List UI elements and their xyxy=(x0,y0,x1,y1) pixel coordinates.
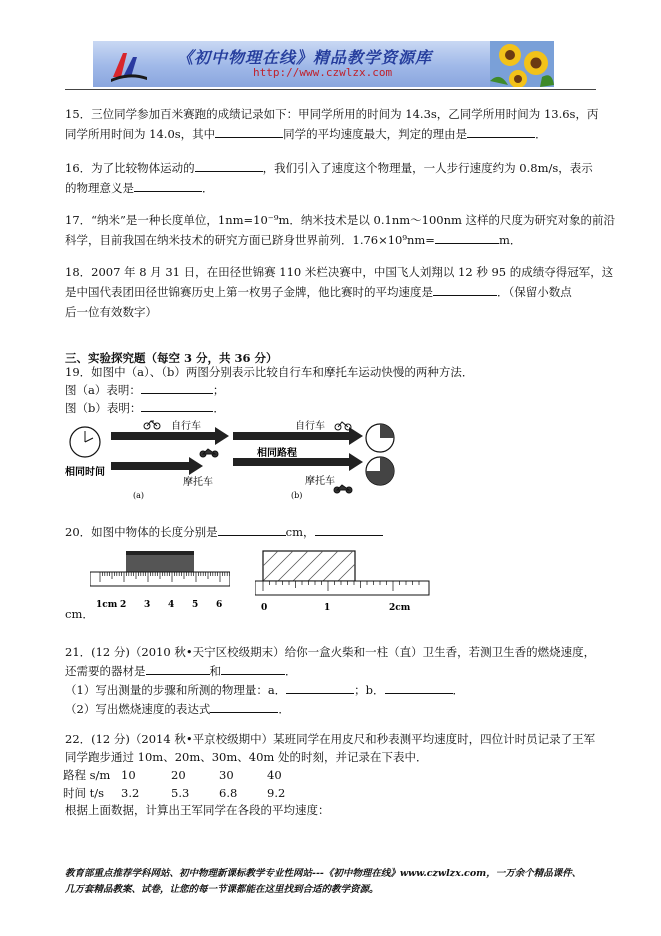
label-moto: 摩托车 xyxy=(305,476,335,487)
arrow-moto-icon xyxy=(233,453,363,471)
q22-line1: 22．(12 分)（2014 秋•平京校级期中）某班同学在用皮尺和秒表测平均速度时，四位计时员记录了王军 xyxy=(65,732,596,746)
caption-a: (a) xyxy=(133,491,145,500)
q16-line2: 的物理意义是 ． xyxy=(65,181,214,195)
ruler-1 xyxy=(90,545,230,613)
q19-line3: 图（b）表明： ． xyxy=(65,401,225,415)
ruler1-label: 6 xyxy=(216,600,223,610)
ruler1-label: 4 xyxy=(168,600,175,610)
q16-line1: 16．为了比较物体运动的 ，我们引入了速度这个物理量，一人步行速度约为 0.8m/s，表示 xyxy=(65,161,593,175)
site-logo-icon xyxy=(109,47,149,83)
ruler2-label: 1 xyxy=(324,603,331,613)
q18-line2: 是中国代表团田径世锦赛历史上第一枚男子金牌，他比赛时的平均速度是 ．（保留小数点 xyxy=(65,285,572,299)
question-17 xyxy=(65,210,615,250)
answer-blank[interactable] xyxy=(210,700,278,713)
caption-b: (b) xyxy=(291,491,303,500)
table-cell: 6.8 xyxy=(219,786,238,800)
table-cell: 20 xyxy=(171,768,186,782)
footer-line1: 教育部重点推荐学科网站、初中物理新课标教学专业性网站---《初中物理在线》www.czwlzx.com，一万余个精品课件、 xyxy=(65,868,582,879)
question-16 xyxy=(65,158,593,198)
answer-blank[interactable] xyxy=(286,681,354,694)
answer-blank[interactable] xyxy=(433,283,497,296)
table-row xyxy=(63,766,307,784)
answer-blank[interactable] xyxy=(141,399,213,412)
answer-blank[interactable] xyxy=(435,231,499,244)
q20-unit: cm． xyxy=(65,607,94,621)
arrow-bike-icon xyxy=(111,427,229,445)
q21-line3: （1）写出测量的步骤和所测的物理量：a． ；b． ． xyxy=(65,683,465,697)
table-cell: 40 xyxy=(267,768,282,782)
ruler1-label: 3 xyxy=(144,600,151,610)
figure-19a xyxy=(65,418,245,500)
q22-line3: 根据上面数据，计算出王军同学在各段的平均速度： xyxy=(65,803,330,817)
label-same-path: 相同路程 xyxy=(257,448,297,459)
q17-line1: 17．“纳米”是一种长度单位，1nm=10⁻⁹m．纳米技术是以 0.1nm～100nm 这样的尺度为研究对象的前沿 xyxy=(65,213,616,227)
ruler-2 xyxy=(255,548,433,618)
label-bike: 自行车 xyxy=(295,421,325,432)
table-cell: 5.3 xyxy=(171,786,190,800)
q21-line1: 21．(12 分)（2010 秋•天宁区校级期末）给你一盒火柴和一柱（直）卫生香，若测卫生香的燃烧速度， xyxy=(65,645,596,659)
question-15 xyxy=(65,104,598,144)
q21-line2: 还需要的器材是 和 ． xyxy=(65,664,297,678)
answer-blank[interactable] xyxy=(218,523,286,536)
ruler2-label: 2cm xyxy=(389,603,411,613)
question-21 xyxy=(65,643,595,719)
q19-line2: 图（a）表明： ； xyxy=(65,383,225,397)
ruler1-label: 5 xyxy=(192,600,199,610)
table-cell: 3.2 xyxy=(121,786,140,800)
bicycle-icon xyxy=(144,421,160,429)
answer-blank[interactable] xyxy=(195,159,263,172)
question-22 xyxy=(65,730,595,766)
bicycle-icon xyxy=(335,422,351,430)
label-moto: 摩托车 xyxy=(183,477,213,488)
timing-table xyxy=(63,766,307,802)
answer-blank[interactable] xyxy=(146,662,210,675)
footer-line2: 几万套精品教案、试卷，让您的每一节课都能在这里找到合适的教学资源。 xyxy=(65,884,379,895)
row-label: 路程 s/m xyxy=(63,768,111,782)
answer-blank[interactable] xyxy=(467,125,535,138)
table-cell: 30 xyxy=(219,768,234,782)
q15-line1: 15．三位同学参加百米赛跑的成绩记录如下：甲同学所用的时间为 14.3s，乙同学所用时间为 13.6s，丙 xyxy=(65,107,599,121)
clock-icon xyxy=(366,457,394,485)
measured-block xyxy=(263,551,355,581)
answer-blank[interactable] xyxy=(141,381,213,394)
banner-title: 《初中物理在线》精品教学资源库 xyxy=(177,48,433,67)
ruler1-label: 2 xyxy=(120,600,127,610)
row-label: 时间 t/s xyxy=(63,786,105,800)
answer-blank[interactable] xyxy=(134,179,202,192)
q19-line1: 19．如图中（a）、（b）两图分别表示比较自行车和摩托车运动快慢的两种方法． xyxy=(65,365,474,379)
table-cell: 9.2 xyxy=(267,786,286,800)
page-footer xyxy=(65,866,581,898)
q18-line3: 后一位有效数字） xyxy=(65,305,157,319)
q17-line2: 科学，目前我国在纳米技术的研究方面已跻身世界前列．1.76×10⁹nm= m． xyxy=(65,233,522,247)
question-19 xyxy=(65,364,473,417)
answer-blank[interactable] xyxy=(215,125,283,138)
ruler1-label: 1cm xyxy=(96,600,118,610)
section-heading: 三、实验探究题（每空 3 分，共 36 分） xyxy=(65,351,278,365)
table-cell: 10 xyxy=(121,768,136,782)
header-banner xyxy=(93,41,554,87)
arrow-moto-icon xyxy=(111,457,203,475)
answer-blank[interactable] xyxy=(221,662,285,675)
q22-line2: 同学跑步通过 10m、20m、30m、40m 处的时刻，并记录在下表中． xyxy=(65,750,428,764)
ruler2-label: 0 xyxy=(261,603,268,613)
label-bike: 自行车 xyxy=(171,421,201,432)
question-20: 20．如图中物体的长度分别是 cm， xyxy=(65,522,383,542)
header-rule xyxy=(65,89,596,90)
q21-line4: （2）写出燃烧速度的表达式 ． xyxy=(65,702,290,716)
q15-line2: 同学所用时间为 14.0s，其中 同学的平均速度最大，判定的理由是 ． xyxy=(65,127,547,141)
answer-blank[interactable] xyxy=(315,523,383,536)
motorcycle-icon xyxy=(334,485,352,493)
label-same-time: 相同时间 xyxy=(65,467,105,478)
q18-line1: 18．2007 年 8 月 31 日，在田径世锦赛 110 米栏决赛中，中国飞人刘翔以 12 秒 95 的成绩夺得冠军，这 xyxy=(65,265,614,279)
answer-blank[interactable] xyxy=(385,681,453,694)
banner-url: http://www.czwlzx.com xyxy=(253,66,393,79)
motorcycle-icon xyxy=(200,449,218,457)
clock-icon xyxy=(366,424,394,452)
figure-19b xyxy=(233,418,413,500)
question-18 xyxy=(65,262,613,322)
sunflower-icon xyxy=(490,41,554,87)
